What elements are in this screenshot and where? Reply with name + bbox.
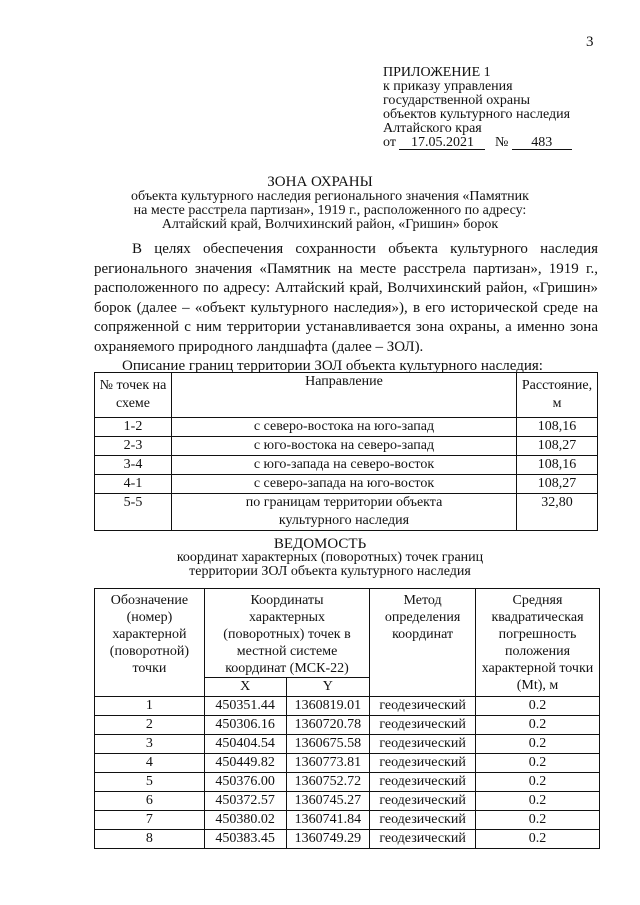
cell-y: 1360819.01 — [286, 697, 370, 716]
header-method: Метод определения координат — [370, 589, 476, 697]
table-row — [95, 697, 600, 716]
cell-x: 450351.44 — [204, 697, 286, 716]
cell-point: 5 — [95, 773, 205, 792]
cell-y: 1360745.27 — [286, 792, 370, 811]
cell-points: 5-5 — [95, 494, 172, 531]
cell-point: 3 — [95, 735, 205, 754]
table-row — [95, 735, 600, 754]
document-subtitle — [60, 190, 600, 232]
appendix-line: государственной охраны — [383, 93, 531, 108]
appendix-block — [383, 66, 572, 150]
cell-point: 4 — [95, 754, 205, 773]
cell-error: 0.2 — [475, 735, 599, 754]
cell-direction: с северо-запада на юго-восток — [172, 475, 517, 494]
cell-error: 0.2 — [475, 773, 599, 792]
cell-direction: с юго-запада на северо-восток — [172, 456, 517, 475]
table-row — [95, 811, 600, 830]
table-header-row — [95, 373, 598, 418]
from-label: от — [383, 135, 396, 150]
cell-y: 1360720.78 — [286, 716, 370, 735]
cell-method: геодезический — [370, 697, 476, 716]
cell-x: 450449.82 — [204, 754, 286, 773]
cell-error: 0.2 — [475, 830, 599, 849]
appendix-line: объектов культурного наследия — [383, 107, 571, 122]
header-coordinates: Координаты характерных (поворотных) точек в местной системе координат (МСК-22) — [204, 589, 369, 678]
appendix-line: Алтайского края — [383, 121, 482, 136]
cell-point: 8 — [95, 830, 205, 849]
cell-y: 1360749.29 — [286, 830, 370, 849]
appendix-title: ПРИЛОЖЕНИЕ 1 — [383, 65, 491, 80]
cell-distance: 108,27 — [517, 475, 598, 494]
table-row — [95, 830, 600, 849]
table-header-row — [95, 589, 600, 678]
header-x: X — [204, 678, 286, 697]
cell-method: геодезический — [370, 811, 476, 830]
cell-points: 1-2 — [95, 418, 172, 437]
boundary-description-heading: Описание границ территории ЗОЛ объекта культурного наследия: — [122, 358, 543, 374]
cell-point: 2 — [95, 716, 205, 735]
cell-point: 6 — [95, 792, 205, 811]
appendix-date-line — [383, 136, 572, 150]
cell-error: 0.2 — [475, 792, 599, 811]
table-row — [95, 494, 598, 531]
header-error: Средняя квадратическая погрешность положения характерной точки (Mt), м — [475, 589, 599, 697]
cell-y: 1360773.81 — [286, 754, 370, 773]
cell-direction: с северо-востока на юго-запад — [172, 418, 517, 437]
table-row — [95, 456, 598, 475]
page-number: 3 — [586, 34, 594, 50]
appendix-line: к приказу управления — [383, 79, 513, 94]
table-row — [95, 792, 600, 811]
table-row — [95, 475, 598, 494]
cell-distance: 32,80 — [517, 494, 598, 531]
cell-points: 4-1 — [95, 475, 172, 494]
cell-x: 450380.02 — [204, 811, 286, 830]
boundary-table — [94, 372, 598, 531]
subtitle-line: объекта культурного наследия регионального значения «Памятник — [131, 189, 529, 204]
cell-y: 1360752.72 — [286, 773, 370, 792]
table-row — [95, 754, 600, 773]
number-sign: № — [494, 135, 509, 150]
vedomost-subtitle-line: координат характерных (поворотных) точек границ — [176, 550, 484, 565]
vedomost-subtitle — [60, 551, 600, 579]
cell-distance: 108,16 — [517, 456, 598, 475]
cell-method: геодезический — [370, 830, 476, 849]
cell-x: 450376.00 — [204, 773, 286, 792]
cell-points: 3-4 — [95, 456, 172, 475]
header-direction: Направление — [172, 373, 517, 418]
order-number: 483 — [512, 136, 572, 150]
table-row — [95, 418, 598, 437]
header-designation: Обозначение (номер) характерной (поворотной) точки — [95, 589, 205, 697]
subtitle-line: Алтайский край, Волчихинский район, «Гришин» борок — [161, 217, 499, 232]
cell-method: геодезический — [370, 735, 476, 754]
cell-points: 2-3 — [95, 437, 172, 456]
header-points: № точек на схеме — [95, 373, 172, 418]
vedomost-title: ВЕДОМОСТЬ — [273, 536, 367, 552]
cell-point: 1 — [95, 697, 205, 716]
cell-x: 450372.57 — [204, 792, 286, 811]
header-y: Y — [286, 678, 370, 697]
cell-error: 0.2 — [475, 716, 599, 735]
subtitle-line: на месте расстрела партизан», 1919 г., расположенного по адресу: — [133, 203, 527, 218]
table-row — [95, 437, 598, 456]
document-title: ЗОНА ОХРАНЫ — [267, 174, 373, 190]
cell-direction: по границам территории объекта культурного наследия — [172, 494, 517, 531]
header-distance: Расстояние, м — [517, 373, 598, 418]
cell-method: геодезический — [370, 773, 476, 792]
cell-x: 450306.16 — [204, 716, 286, 735]
cell-distance: 108,27 — [517, 437, 598, 456]
cell-method: геодезический — [370, 716, 476, 735]
cell-method: геодезический — [370, 792, 476, 811]
coordinates-table — [94, 588, 600, 849]
cell-distance: 108,16 — [517, 418, 598, 437]
table-row — [95, 716, 600, 735]
cell-error: 0.2 — [475, 697, 599, 716]
table-row — [95, 773, 600, 792]
body-text — [94, 240, 598, 377]
order-date: 17.05.2021 — [399, 136, 485, 150]
cell-direction: с юго-востока на северо-запад — [172, 437, 517, 456]
cell-point: 7 — [95, 811, 205, 830]
main-paragraph: В целях обеспечения сохранности объекта культурного наследия регионального значения «Памятник на месте расстрела партизан», 1919 г., расположенного по адресу: Алтайский край, Волчихинский район, «Гришин» борок (далее – «объект культурного наследия»), в его исторической среде на сопряженной с ним территории устанавливается зона охраны, а именно зона охраняемого природного ландшафта (далее – ЗОЛ). — [94, 241, 598, 355]
cell-error: 0.2 — [475, 811, 599, 830]
cell-x: 450383.45 — [204, 830, 286, 849]
cell-y: 1360675.58 — [286, 735, 370, 754]
cell-error: 0.2 — [475, 754, 599, 773]
cell-y: 1360741.84 — [286, 811, 370, 830]
vedomost-subtitle-line: территории ЗОЛ объекта культурного наследия — [189, 564, 471, 579]
cell-x: 450404.54 — [204, 735, 286, 754]
cell-method: геодезический — [370, 754, 476, 773]
